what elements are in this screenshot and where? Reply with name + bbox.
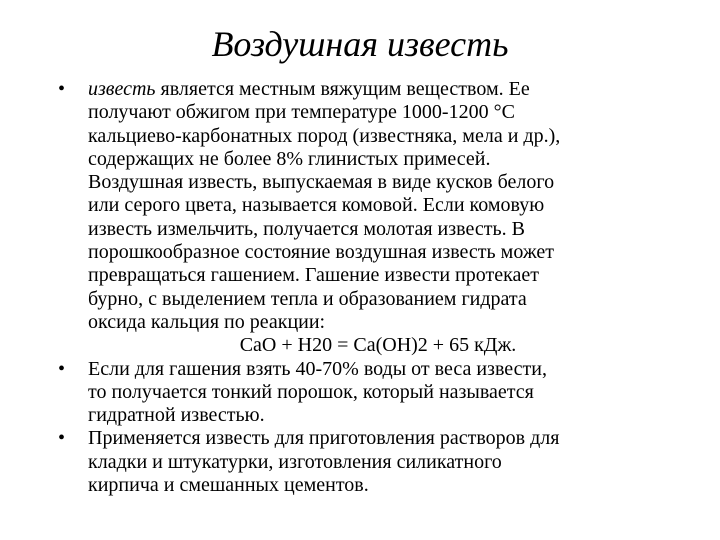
text-line: Если для гашения взять 40-70% воды от веса извести,: [88, 357, 547, 380]
text-line: оксида кальция по реакции:: [88, 310, 326, 333]
line-text: является местным вяжущим веществом. Ее: [155, 78, 530, 100]
text-line: кальциево-карбонатных пород (известняка, мела и др.),: [88, 124, 561, 147]
text-line: содержащих не более 8% глинистых примесей.: [88, 147, 491, 170]
bullet-item: [58, 358, 698, 428]
bullet-item: [58, 78, 698, 358]
text-line: Применяется известь для приготовления растворов для: [88, 427, 560, 450]
emphasized-term: известь: [88, 78, 156, 100]
text-line: гидратной известью.: [88, 404, 265, 427]
reaction-formula: CaO + H20 = Ca(OH)2 + 65 кДж.: [239, 334, 517, 357]
text-line: известь измельчить, получается молотая известь. В: [88, 217, 525, 240]
text-line: или серого цвета, называется комовой. Если комовую: [88, 194, 545, 217]
bullet-item: [58, 427, 698, 497]
text-line: превращаться гашением. Гашение извести протекает: [88, 264, 539, 287]
text-line: [88, 78, 698, 101]
slide-content: [58, 78, 698, 497]
text-line: порошкообразное состояние воздушная известь может: [88, 241, 554, 264]
text-line: Воздушная известь, выпускаемая в виде кусков белого: [88, 171, 555, 194]
bullet-marker: •: [58, 357, 66, 380]
bullet-marker: •: [58, 78, 66, 100]
text-line: бурно, с выделением тепла и образованием гидрата: [88, 287, 527, 310]
text-line: получают обжигом при температуре 1000-1200 °С: [88, 101, 515, 124]
text-line: кирпича и смешанных цементов.: [88, 474, 369, 497]
text-line: то получается тонкий порошок, который называется: [88, 380, 534, 403]
bullet-marker: •: [58, 427, 66, 450]
slide-title: Воздушная известь: [211, 24, 509, 64]
text-line: кладки и штукатурки, изготовления силикатного: [88, 450, 502, 473]
